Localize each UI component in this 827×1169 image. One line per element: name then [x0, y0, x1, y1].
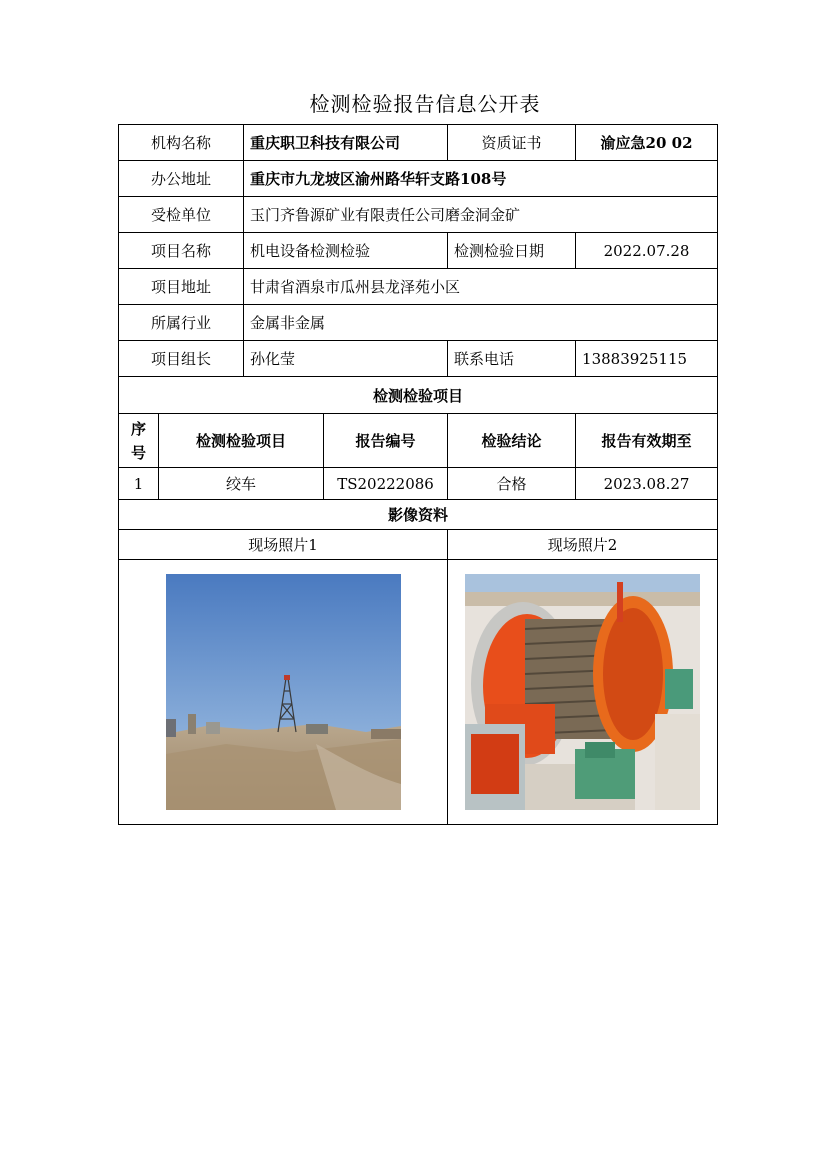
address-value: 重庆市九龙坡区渝州路华轩支路108号 — [244, 161, 718, 197]
col-report-no-header: 报告编号 — [324, 414, 448, 468]
cert-label: 资质证书 — [448, 125, 576, 161]
row-leader — [119, 341, 718, 377]
row-conclusion: 合格 — [448, 468, 576, 500]
col-item-header: 检测检验项目 — [159, 414, 324, 468]
site-value: 甘肃省酒泉市瓜州县龙泽苑小区 — [244, 269, 718, 305]
industry-value: 金属非金属 — [244, 305, 718, 341]
project-label: 项目名称 — [119, 233, 244, 269]
address-label: 办公地址 — [119, 161, 244, 197]
col-seq-header — [119, 414, 159, 468]
row-items-heading — [119, 377, 718, 414]
row-valid: 2023.08.27 — [576, 468, 718, 500]
row-client — [119, 197, 718, 233]
col-valid-header: 报告有效期至 — [576, 414, 718, 468]
phone-value: 13883925115 — [576, 341, 718, 377]
leader-value: 孙化莹 — [244, 341, 448, 377]
report-table — [118, 124, 718, 825]
row-site — [119, 269, 718, 305]
row-items-header — [119, 414, 718, 468]
row-project — [119, 233, 718, 269]
leader-label: 项目组长 — [119, 341, 244, 377]
date-value: 2022.07.28 — [576, 233, 718, 269]
row-item: 绞车 — [159, 468, 324, 500]
site-label: 项目地址 — [119, 269, 244, 305]
site-photo-2 — [465, 574, 700, 810]
client-value: 玉门齐鲁源矿业有限责任公司磨金洞金矿 — [244, 197, 718, 233]
photo1-label: 现场照片1 — [119, 530, 448, 560]
site-photo-1 — [166, 574, 401, 810]
photo1-cell — [119, 560, 448, 825]
media-heading: 影像资料 — [119, 500, 718, 530]
row-address — [119, 161, 718, 197]
table-row — [119, 468, 718, 500]
page-title: 检测检验报告信息公开表 — [309, 92, 541, 116]
row-media-heading — [119, 500, 718, 530]
project-value: 机电设备检测检验 — [244, 233, 448, 269]
date-label: 检测检验日期 — [448, 233, 576, 269]
row-seq: 1 — [119, 468, 159, 500]
row-photos — [119, 560, 718, 825]
site-photo-1-image — [166, 574, 401, 810]
row-industry — [119, 305, 718, 341]
org-value: 重庆职卫科技有限公司 — [244, 125, 448, 161]
org-label: 机构名称 — [119, 125, 244, 161]
col-seq-line2: 号 — [130, 443, 146, 462]
row-org — [119, 125, 718, 161]
phone-label: 联系电话 — [448, 341, 576, 377]
client-label: 受检单位 — [119, 197, 244, 233]
row-photo-labels — [119, 530, 718, 560]
photo2-cell — [448, 560, 718, 825]
items-heading: 检测检验项目 — [119, 377, 718, 414]
col-seq-line1: 序 — [130, 419, 146, 438]
col-conclusion-header: 检验结论 — [448, 414, 576, 468]
row-report-no: TS20222086 — [324, 468, 448, 500]
photo2-label: 现场照片2 — [448, 530, 718, 560]
cert-value: 渝应急20 02 — [576, 125, 718, 161]
industry-label: 所属行业 — [119, 305, 244, 341]
site-photo-2-image — [465, 574, 700, 810]
